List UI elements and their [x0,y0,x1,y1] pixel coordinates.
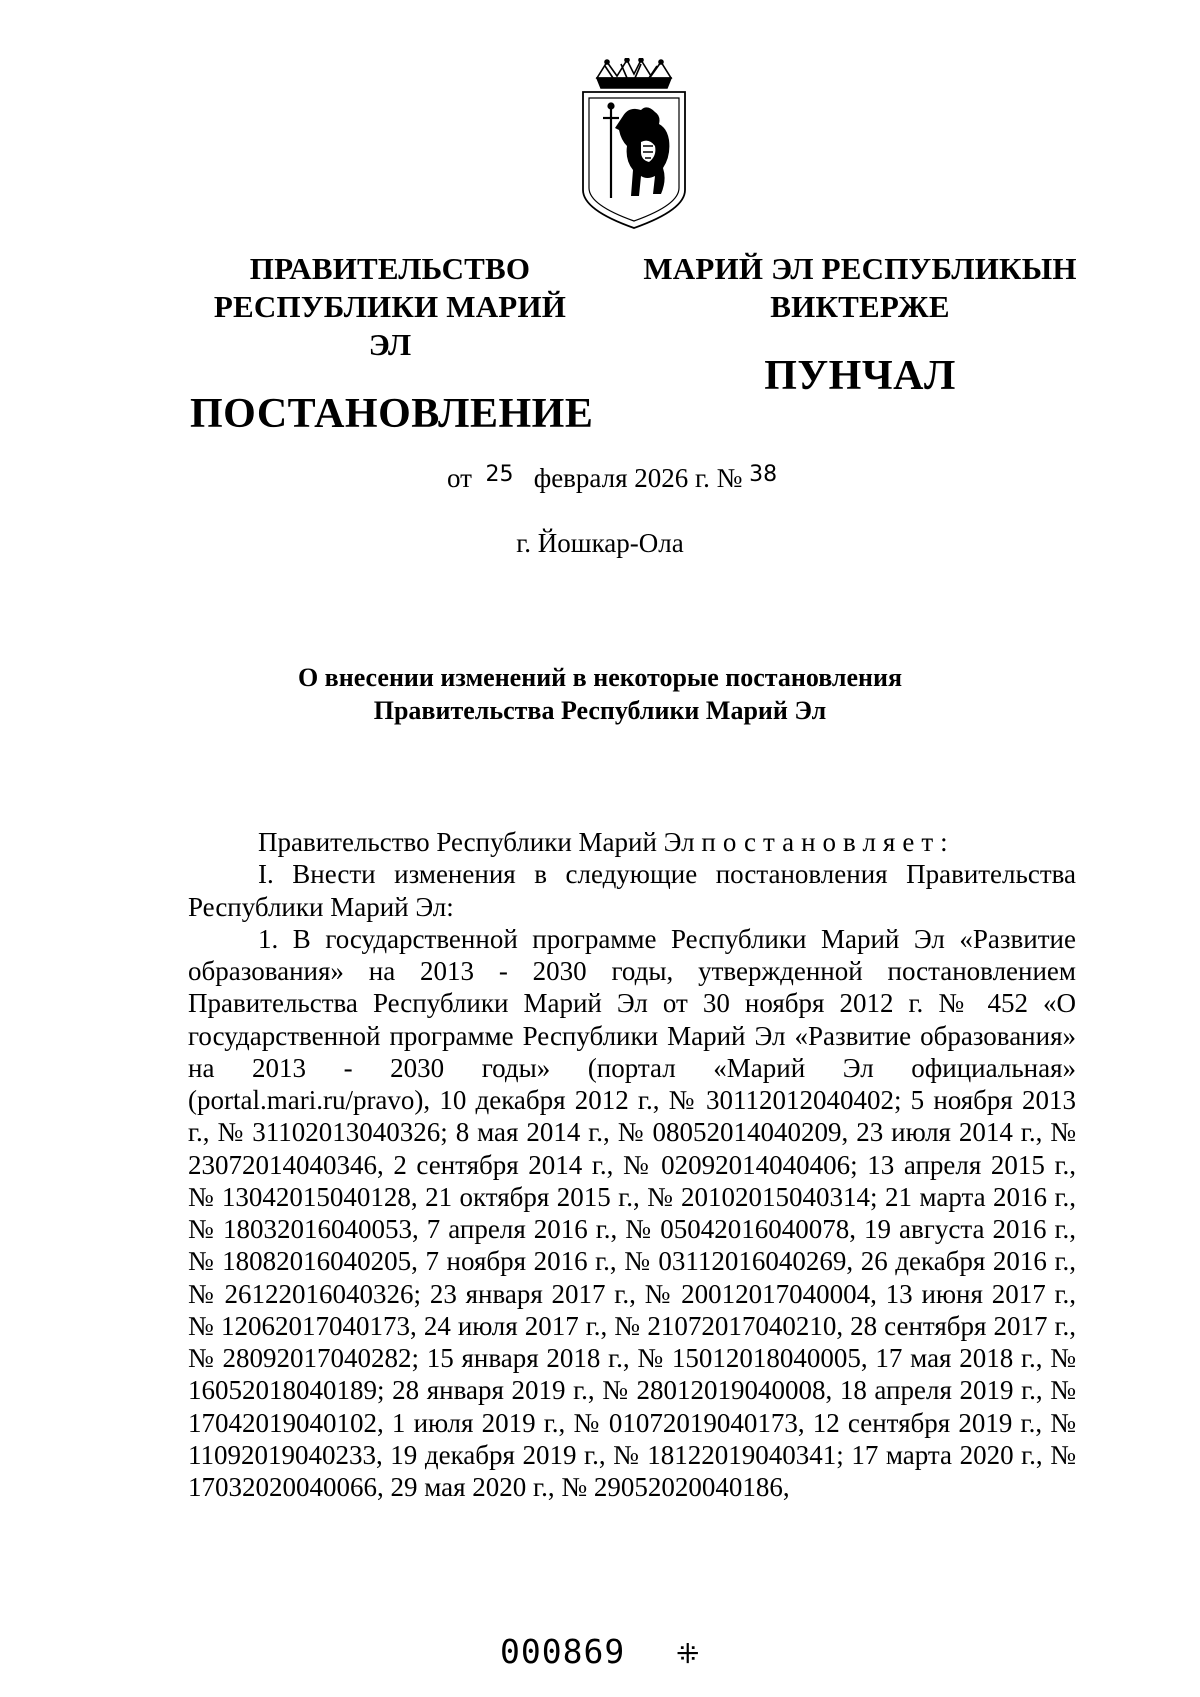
date-month-year: февраля 2026 г. № [533,463,743,493]
date-line [447,463,777,494]
org-name-ru-line2: РЕСПУБЛИКИ МАРИЙ ЭЛ [213,289,567,362]
ornament-mark: ⁜ [676,1637,700,1670]
item-1-paragraph: 1. В государственной программе Республики Марий Эл «Развитие образования» на 2013 - 2030 годы, утвержденной постановлением Правительства Республики Марий Эл от 30 ноября 2012 г. № 452 «О государственной программе Республики Марий Эл «Развитие образования» на 2013 - 2030 годы» (портал «Марий Эл официальная» (portal.mari.ru/pravo), 10 декабря 2012 г., № 30112012040402; 5 ноября 2013 г., № 31102013040326; 8 мая 2014 г., № 08052014040209, 23 июля 2014 г., № 23072014040346, 2 сентября 2014 г., № 02092014040406; 13 апреля 2015 г., № 13042015040128, 21 октября 2015 г., № 20102015040314; 21 марта 2016 г., № 18032016040053, 7 апреля 2016 г., № 05042016040078, 19 августа 2016 г., № 18082016040205, 7 ноября 2016 г., № 03112016040269, 26 декабря 2016 г., № 26122016040326; 23 января 2017 г., № 20012017040004, 13 июня 2017 г., № 12062017040173, 24 июля 2017 г., № 21072017040210, 28 сентября 2017 г., № 28092017040282; 15 января 2018 г., № 15012018040005, 17 мая 2018 г., № 16052018040189; 28 января 2019 г., № 28012019040008, 18 апреля 2019 г., № 17042019040102, 1 июля 2019 г., № 01072019040173, 12 сентября 2019 г., № 11092019040233, 19 декабря 2019 г., № 18122019040341; 17 марта 2020 г., № 17032020040066, 29 мая 2020 г., № 29052020040186, [188,923,1076,1502]
intro-paragraph [188,826,1076,858]
org-name-ru-line1: ПРАВИТЕЛЬСТВО [249,251,531,286]
city: г. Йошкар-Ола [516,528,684,558]
document-title [0,661,1200,727]
document-body [188,826,1076,1503]
title-line2: Правительства Республики Марий Эл [373,696,827,725]
date-day: 25 [485,462,514,487]
title-line1: О внесении изменений в некоторые постановления [297,663,903,692]
item-I-paragraph: I. Внести изменения в следующие постановления Правительства Республики Марий Эл: [188,859,1076,922]
intro-prefix: Правительство Республики Марий Эл [258,827,695,857]
doc-type-mari: ПУНЧАЛ [764,353,956,399]
doc-number-handwritten: 38 [749,462,778,487]
coat-of-arms-emblem [575,58,693,230]
org-name-mari-line1: МАРИЙ ЭЛ РЕСПУБЛИКЫН [643,251,1077,286]
doc-type-ru: ПОСТАНОВЛЕНИЕ [190,391,594,437]
org-name-mari-line2: ВИКТЕРЖЕ [770,289,950,324]
header-right [640,250,1080,400]
header-left [190,250,594,438]
form-serial-number: 000869 [500,1632,626,1671]
intro-verb: постановляет: [701,827,955,857]
date-prefix: от [447,463,472,493]
